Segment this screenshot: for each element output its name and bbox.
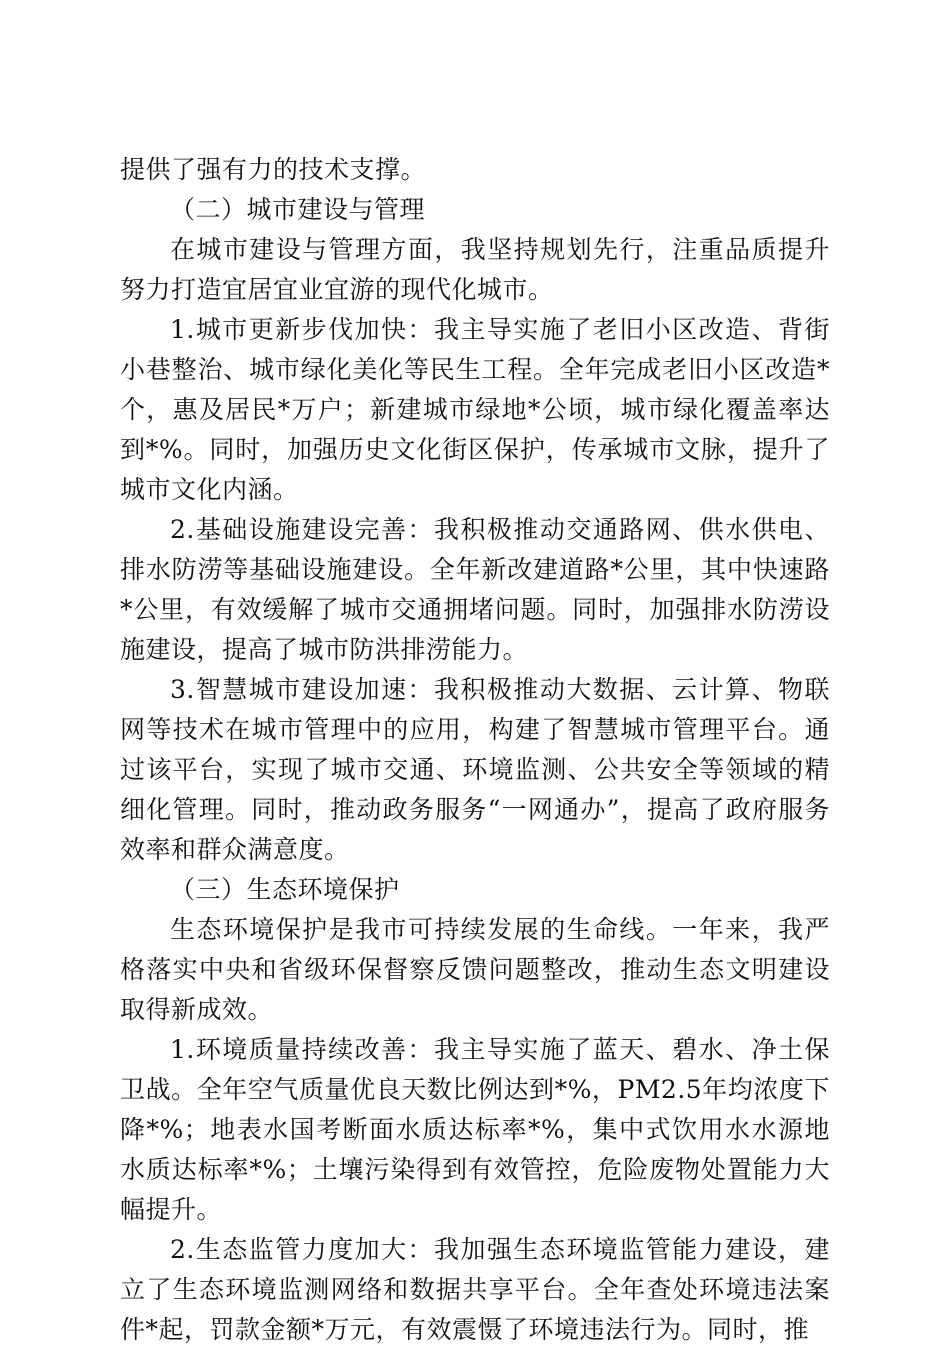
section-heading-ecology: （三）生态环境保护 (170, 875, 400, 904)
document-body (120, 150, 830, 1350)
paragraph-smart-city: 3.智慧城市建设加速：我积极推动大数据、云计算、物联网等技术在城市管理中的应用，构建了智慧城市管理平台。通过该平台，实现了城市交通、环境监测、公共安全等领域的精细化管理。同时，推动政务服务“一网通办”，提高了政府服务效率和群众满意度。 (120, 675, 830, 864)
paragraph-urban-intro: 在城市建设与管理方面，我坚持规划先行，注重品质提升努力打造宜居宜业宜游的现代化城市。 (120, 235, 830, 304)
paragraph-environment-quality: 1.环境质量持续改善：我主导实施了蓝天、碧水、净土保卫战。全年空气质量优良天数比例达到*%，PM2.5年均浓度下降*%；地表水国考断面水质达标率*%，集中式饮用水水源地水质达标率*%；土壤污染得到有效管控，危险废物处置能力大幅提升。 (120, 1035, 830, 1224)
paragraph-infrastructure: 2.基础设施建设完善：我积极推动交通路网、供水供电、排水防涝等基础设施建设。全年新改建道路*公里，其中快速路*公里，有效缓解了城市交通拥堵问题。同时，加强排水防涝设施建设，提高了城市防洪排涝能力。 (120, 515, 830, 664)
paragraph-continued: 提供了强有力的技术支撑。 (120, 155, 427, 184)
section-heading-urban-construction: （二）城市建设与管理 (170, 195, 426, 224)
paragraph-urban-renewal: 1.城市更新步伐加快：我主导实施了老旧小区改造、背街小巷整治、城市绿化美化等民生工程。全年完成老旧小区改造*个，惠及居民*万户；新建城市绿地*公顷，城市绿化覆盖率达到*%。同时，加强历史文化街区保护，传承城市文脉，提升了城市文化内涵。 (120, 315, 830, 504)
paragraph-ecology-intro: 生态环境保护是我市可持续发展的生命线。一年来，我严格落实中央和省级环保督察反馈问题整改，推动生态文明建设取得新成效。 (120, 915, 830, 1024)
paragraph-eco-supervision: 2.生态监管力度加大：我加强生态环境监管能力建设，建立了生态环境监测网络和数据共享平台。全年查处环境违法案件*起，罚款金额*万元，有效震慑了环境违法行为。同时，推 (120, 1235, 830, 1344)
